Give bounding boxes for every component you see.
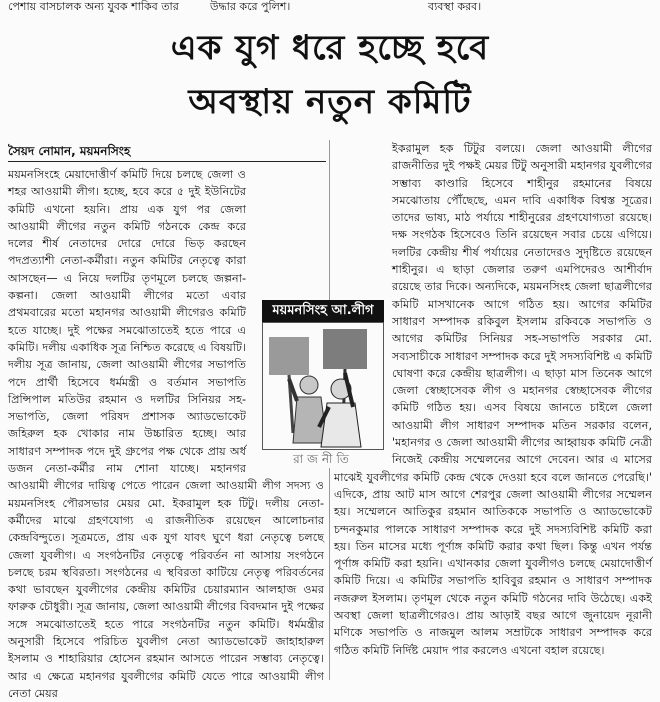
top-strip-left: পেশায় বাসচালক অন্য যুবক শাকিব তার [8, 0, 179, 13]
illustration-caption: রাজনীতি [262, 450, 384, 468]
top-strip-middle: উদ্ধার করে পুলিশ। [210, 0, 291, 13]
section-label: ময়মনসিংহ আ.লীগ [262, 300, 384, 322]
byline-rule [8, 161, 326, 162]
top-strip-right: ব্যবস্থা করব। [428, 0, 482, 13]
article-text-left: ময়মনসিংহে মেয়াদোত্তীর্ণ কমিটি দিয়ে চলছে জেলা ও শহর আওয়ামী লীগ। হচ্ছে, হবে করে ৫ দুই ইউনিটের কমিটি এখনো হয়নি। প্রায় এক যুগ পর জেলা আওয়ামী লীগের নতুন কমিটি গঠনকে কেন্দ্র করে দলের শীর্ষ নেতাদের দোরে দোরে ভিড় করছেন পদপ্রত্যাশী নেতা-কর্মীরা। নতুন কমিটির নেতৃত্বে কারা আসছেন— এ নিয়ে দলটির তৃণমূলে চলছে জল্পনা-কল্পনা। জেলা আওয়ামী লীগের মতো এবার প্রথমবারের মতো মহানগর আওয়ামী লীগেরও কমিটি হতে যাচ্ছে। দুই পক্ষের সমঝোতাতেই হতে পারে এ কমিটি। দলীয় একাধিক সূত্র নিশ্চিত করেছে এ বিষয়টি। দলীয় সূত্র জানায়, জেলা আওয়ামী লীগের সভাপতি পদে প্রার্থী হিসেবে ধর্মমন্ত্রী ও বর্তমান সভাপতি প্রিন্সিপাল মতিউর রহমান ও দলটির সিনিয়র সহ-সভাপতি, জেলা পরিষদ প্রশাসক অ্যাডভোকেট জহিরুল হক খোকার নাম উচ্চারিত হচ্ছে। আর সাধারণ সম্পাদক পদে দুই গ্রুপের পক্ষ থেকে প্রায় অর্ধ ডজন নেতা-কর্মীর নাম শোনা যাচ্ছে। মহানগর আওয়ামী লীগের দায়িত্ব পেতে পারেন জেলা আওয়ামী লীগ সদস্য ও ময়মনসিংহ পৌরসভার মেয়র মো. ইকরামুল হক টিটু। দলীয় নেতা-কর্মীদের মাঝে গ্রহণযোগ্য এ রাজনীতিক রয়েছেন আলোচনার কেন্দ্রবিন্দুতে। সূত্রমতে, প্রায় এক যুগ যাবৎ ঘুণে ধরা নেতৃত্বে চলছে জেলা যুবলীগ। এ সংগঠনটির নেতৃত্বে পরিবর্তন না আসায় সংগঠনে চলছে চরম স্থবিরতা। সংগঠনের এ স্থবিরতা কাটিয়ে নেতৃত্ব পরিবর্তনের কথা ভাবছেন যুবলীগের কেন্দ্রীয় কমিটির চেয়ারম্যান আলহাজ ওমর ফারুক চৌধুরী। সূত্র জানায়, জেলা আওয়ামী লীগের বিবদমান দুই পক্ষের সঙ্গে সমঝোতাতেই হতে পারে সংগঠনটির নতুন কমিটি। ধর্মমন্ত্রীর অনুসারী হিসেবে পরিচিত যুবলীগ নেতা অ্যাডভোকেট জাহাহারুল ইসলাম ও শাহারিয়ার হোসেন রহমান আসতে পারেন সম্ভাব্য নেতৃত্বে। আর এ ক্ষেত্রে মহানগর যুবলীগের কমিটি যেতে পারে আওয়ামী লীগ নেতা মেয়র [8, 168, 324, 700]
protest-illustration [262, 322, 384, 450]
headline-line-2: অবস্থায় নতুন কমিটি [188, 82, 472, 122]
byline: সৈয়দ নোমান, ময়মনসিংহ [8, 144, 131, 158]
headline-line-1: এক যুগ ধরে হচ্ছে হবে [170, 28, 490, 68]
article-text-right: ইকরামুল হক টিটুর বলয়ে। জেলা আওয়ামী লীগের রাজনীতির দুই পক্ষই মেয়র টিটু অনুসারী মহানগর যুবলীগের সম্ভাব্য কাণ্ডারি হিসেবে শাহীনুর রহমানের বিষয়ে সমঝোতায় পৌঁছেছে, এমন দাবি একাধিক বিশ্বস্ত সূত্রের। তাদের ভাষ্য, মাঠ পর্যায়ে শাহীনুরের গ্রহণযোগ্যতা রয়েছে। দক্ষ সংগঠক হিসেবেও তিনি রয়েছেন সবার চেয়ে এগিয়ে। দলটির কেন্দ্রীয় শীর্ষ পর্যায়ের নেতাদেরও সুদৃষ্টিতে রয়েছেন শাহীনুর। এ ছাড়া জেলার তরুণ এমপিদেরও আশীর্বাদ রয়েছে তার দিকে। অন্যদিকে, ময়মনসিংহ জেলা ছাত্রলীগের কমিটি মাসখানেক আগে গঠিত হয়। আগের কমিটির সাধারণ সম্পাদক রকিবুল ইসলাম রকিবকে সভাপতি ও আগের কমিটির সিনিয়র সহ-সভাপতি সরকার মো. সব্যসাচীকে সাধারণ সম্পাদক করে দুই সদস্যবিশিষ্ট এ কমিটি ঘোষণা করে কেন্দ্রীয় ছাত্রলীগ। এ ছাড়া মাস তিনেক আগে জেলা স্বেচ্ছাসেবক লীগ ও মহানগর স্বেচ্ছাসেবক লীগের কমিটি গঠিত হয়। এসব বিষয়ে জানতে চাইলে জেলা আওয়ামী লীগ সাধারণ সম্পাদক মতিন সরকার বলেন, 'মহানগর ও জেলা আওয়ামী লীগের আহ্বায়ক কমিটি নেত্রী নিজেই কেন্দ্রীয় সম্মেলনের আগে দেবেন। আর এ মাসের মাঝেই যুবলীগের কমিটি কেন্দ্র থেকে দেওয়া হবে বলে জানতে পেরেছি।' এদিকে, প্রায় আট মাস আগে শেরপুর জেলা আওয়ামী লীগের সম্মেলন হয়। সম্মেলনে আতিকুর রহমান আতিককে সভাপতি ও অ্যাডভোকেট চন্দনকুমার পালকে সাধারণ সম্পাদক করে দুই সদস্যবিশিষ্ট কমিটি করা হয়। তিন মাসের মধ্যে পূর্ণাঙ্গ কমিটি করার কথা ছিল। কিন্তু এখন পর্যন্ত পূর্ণাঙ্গ কমিটি করা হয়নি। এখানকার জেলা যুবলীগও চলছে মেয়াদোত্তীর্ণ কমিটি দিয়ে। এ কমিটির সভাপতি হাবিবুর রহমান ও সাধারণ সম্পাদক নজরুল ইসলাম। তৃণমূল থেকে নতুন কমিটি গঠনের দাবি উঠেছে। একই অবস্থা জেলা ছাত্রলীগেরও। প্রায় আড়াই বছর আগে জুনায়েদ নূরানী মণিকে সভাপতি ও নাজমুল আলম সম্রাটকে সাধারণ সম্পাদক করে গঠিত কমিটি নির্দিষ্ট মেয়াদ পার করলেও এখনো বহাল রয়েছে। [334, 142, 652, 657]
protest-figures-icon [263, 323, 383, 449]
